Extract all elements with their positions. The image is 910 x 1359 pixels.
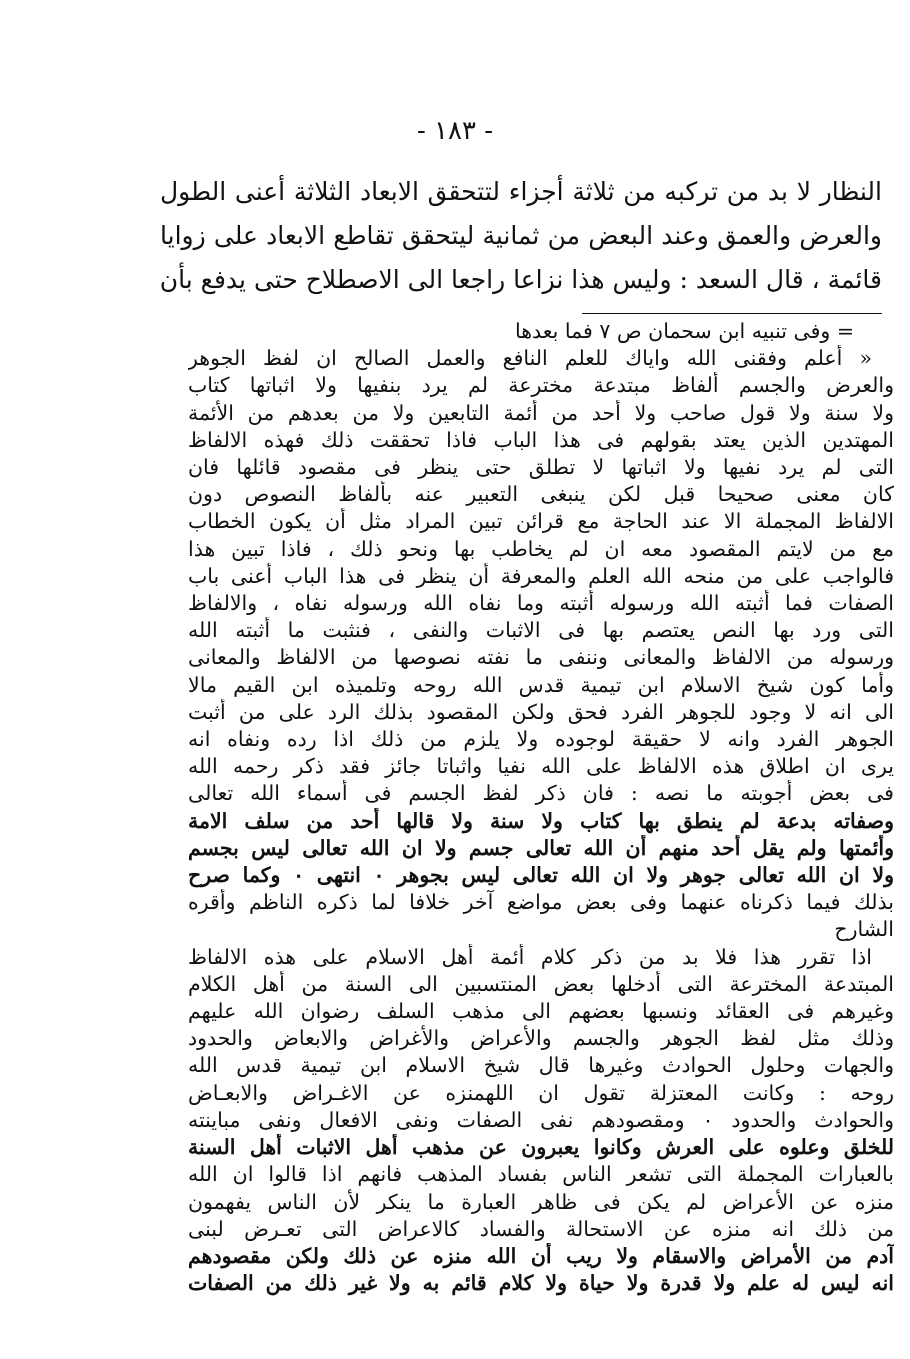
footnote-line: المهتدين الذين يعتد بقولهم فى هذا الباب فاذا تحققت ذلك فهذه الالفاظ bbox=[188, 427, 894, 452]
footnote-line: والعرض والجسم ألفاظ مبتدعة مخترعة لم يرد بنفيها ولا اثباتها كتاب bbox=[188, 373, 894, 398]
footnote-line: وذلك مثل لفظ الجوهر والجسم والأعراض والأغراض والابعاض والحدود bbox=[188, 1026, 894, 1051]
footnote-line: « أعلم وفقنى الله واياك للعلم النافع والعمل الصالح ان لفظ الجوهر bbox=[188, 346, 872, 371]
footnote-line: انه ليس له علم ولا قدرة ولا حياة ولا كلام قائم به ولا غير ذلك من الصفات bbox=[188, 1271, 894, 1296]
main-line: والعرض والعمق وعند البعض من ثمانية ليتحقق تقاطع الابعاد على زوايا bbox=[160, 221, 882, 250]
page-number: - ١٨٣ - bbox=[416, 116, 494, 146]
footnote-line: وصفاته بدعة لم ينطق بها كتاب ولا سنة ولا قالها أحد من سلف الامة bbox=[188, 808, 894, 833]
footnote-line: الالفاظ المجملة الا عند الحاجة مع قرائن تبين المراد مثل أن يكون الخطاب bbox=[188, 509, 894, 534]
footnote-line: المبتدعة المخترعة التى أدخلها بعض المنتسبين الى السنة من أهل الكلام bbox=[188, 971, 894, 996]
main-line: قائمة ، قال السعد : وليس هذا نزاعا راجعا الى الاصطلاح حتى يدفع بأن bbox=[160, 265, 882, 294]
footnote-line: روحه : وكانت المعتزلة تقول ان اللهمنزه عن الاغـراض والابعـاض bbox=[188, 1080, 894, 1105]
footnote-line: للخلق وعلوه على العرش وكانوا يعبرون عن مذهب أهل الاثبات أهل السنة bbox=[188, 1135, 894, 1160]
footnote-line: وأئمتها ولم يقل أحد منهم أن الله تعالى جسم ولا ان الله تعالى ليس بجسم bbox=[188, 835, 894, 860]
footnote-line: الصفات فما أثبته الله ورسوله أثبته وما نفاه الله ورسوله نفاه ، والالفاظ bbox=[188, 591, 894, 616]
footnote-line: والجهات وحلول الحوادث وغيرها قال شيخ الاسلام ابن تيمية قدس الله bbox=[188, 1053, 894, 1078]
footnote-text bbox=[188, 318, 894, 1297]
footnote-line: يرى ان اطلاق هذه الالفاظ على الله نفيا واثباتا جائز فقد ذكر رحمه الله bbox=[188, 754, 894, 779]
footnote-line: التى ورد بها النص يعتصم بها فى الاثبات والنفى ، فنثبت ما أثبته الله bbox=[188, 618, 894, 643]
footnote-line: ورسوله من الالفاظ والمعانى وننفى ما نفته نصوصها من الالفاظ والمعانى bbox=[188, 645, 894, 670]
footnote-line: اذا تقرر هذا فلا بد من ذكر كلام أئمة أهل الاسلام على هذه الالفاظ bbox=[188, 944, 872, 969]
footnote-line: الجوهر الفرد وانه لا حقيقة لوجوده ولا يلزم من ذلك اذا رده ونفاه انه bbox=[188, 727, 894, 752]
footnote-separator bbox=[582, 313, 882, 314]
footnote-line: كان معنى صحيحا قبل لكن ينبغى التعبير عنه بألفاظ النصوص دون bbox=[188, 482, 894, 507]
footnote-line: = وفى تنبيه ابن سحمان ص ٧ فما بعدها bbox=[514, 319, 854, 343]
footnote-line: ولا ان الله تعالى جوهر ولا ان الله تعالى ليس بجوهر ٠ انتهى ٠ وكما صرح bbox=[188, 863, 894, 888]
footnote-line: بالعبارات المجملة التى تشعر الناس بفساد المذهب فانهم اذا قالوا ان الله bbox=[188, 1162, 894, 1187]
footnote-line: بذلك فيما ذكرناه عنهما وفى بعض مواضع آخر خلافا لما ذكره الناظم وأقره bbox=[188, 890, 894, 915]
footnote-line: آدم من الأمراض والاسقام ولا ريب أن الله منزه عن ذلك ولكن مقصودهم bbox=[188, 1243, 894, 1268]
footnote-line: الشارح bbox=[834, 917, 894, 942]
footnote-line: وأما كون شيخ الاسلام ابن تيمية قدس الله روحه وتلميذه ابن القيم مالا bbox=[188, 672, 894, 697]
footnote-line: من ذلك انه منزه عن الاستحالة والفساد كالاعراض التى تعـرض لبنى bbox=[188, 1216, 894, 1241]
footnote-line: فالواجب على من منحه الله العلم والمعرفة أن ينظر فى هذا الباب أعنى باب bbox=[188, 563, 894, 588]
main-line: النظار لا بد من تركبه من ثلاثة أجزاء لتتحقق الابعاد الثلاثة أعنى الطول bbox=[160, 177, 882, 206]
footnote-line: ولا سنة ولا قول صاحب ولا أحد من أئمة التابعين ولا من بعدهم من الأئمة bbox=[188, 400, 894, 425]
footnote-line: منزه عن الأعراض لم يكن فى ظاهر العبارة ما ينكر لأن الناس يفهمون bbox=[188, 1189, 894, 1214]
footnote-line: وغيرهم فى العقائد ونسبها بعضهم الى مذهب السلف رضوان الله عليهم bbox=[188, 999, 894, 1024]
footnote-line: مع من لايتم المقصود معه ان لم يخاطب بها ونحو ذلك ، فاذا تبين هذا bbox=[188, 536, 894, 561]
footnote-line: والحوادث والحدود ٠ ومقصودهم نفى الصفات ونفى الافعال ونفى مباينته bbox=[188, 1107, 894, 1132]
footnote-line: التى لم يرد نفيها ولا اثباتها لا تطلق حتى ينظر فى مقصود قائلها فان bbox=[188, 455, 894, 480]
footnote-line: الى انه لا وجود للجوهر الفرد فحق ولكن المقصود بذلك الرد على من أثبت bbox=[188, 699, 894, 724]
footnote-line: فى بعض أجوبته ما نصه : فان ذكر لفظ الجسم فى أسماء الله تعالى bbox=[188, 781, 894, 806]
main-text bbox=[160, 170, 882, 302]
